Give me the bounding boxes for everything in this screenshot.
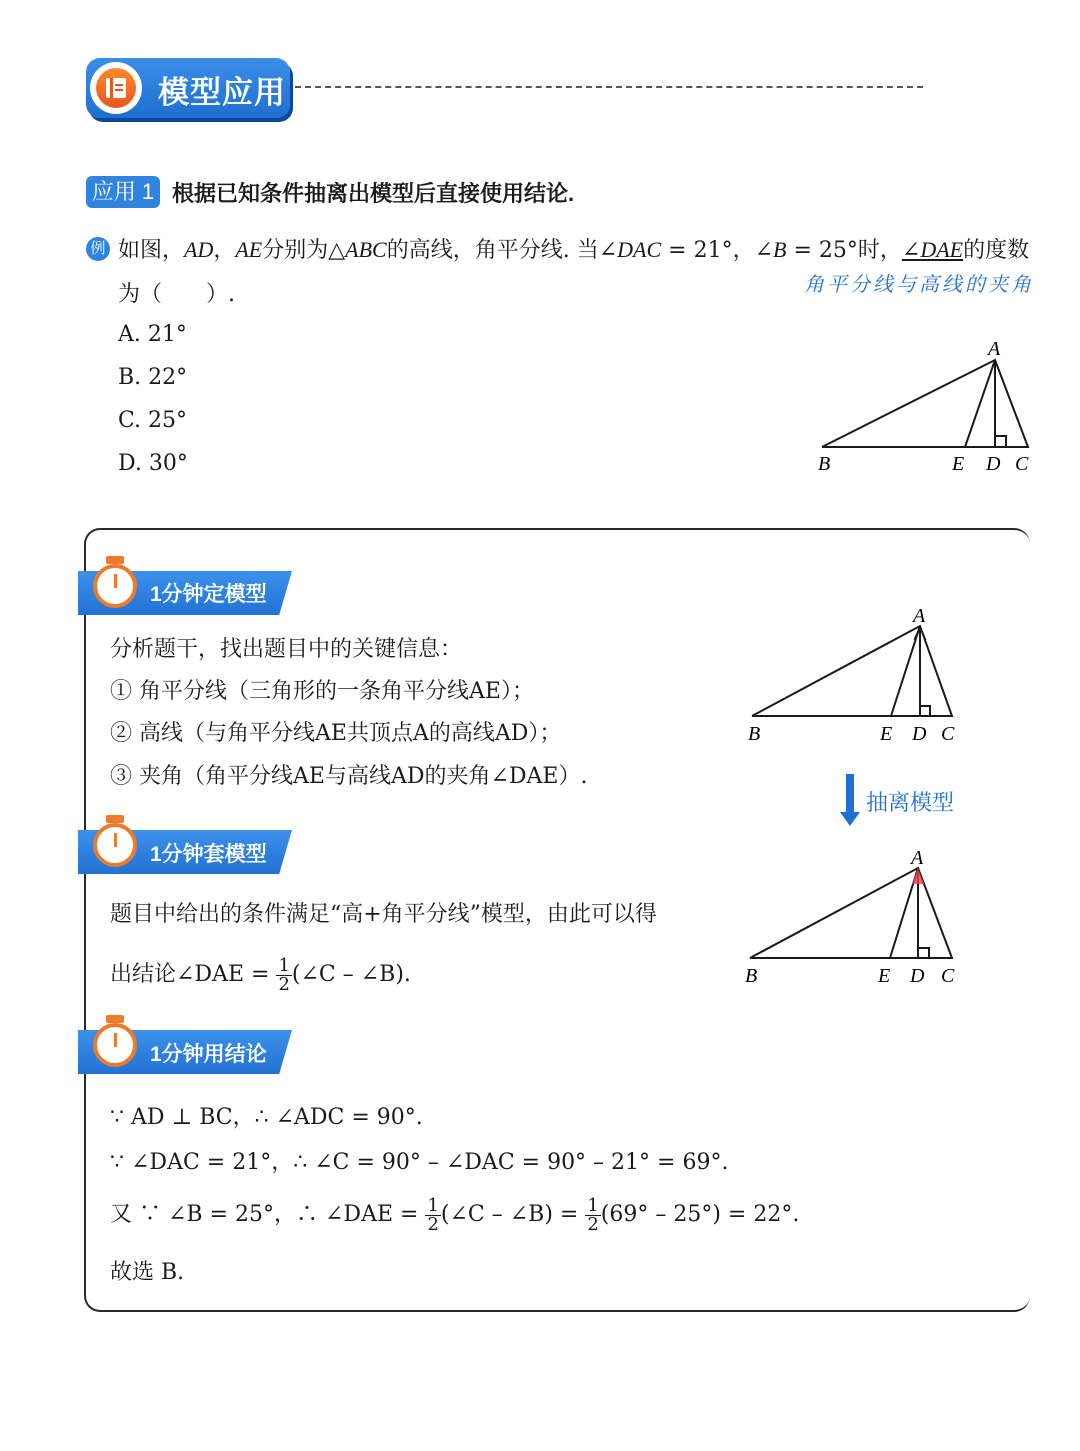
fraction-half: $\frac{1}{2}$ — [278, 954, 290, 995]
triangle-figure-3 — [740, 842, 970, 990]
option-d: D. 30° — [118, 451, 188, 476]
label-b: B — [748, 723, 761, 745]
analysis-item-3: ③ 夹角（角平分线AE与高线AD的夹角∠DAE）. — [110, 764, 588, 789]
solution-line-2: ∵ ∠DAC = 21°，∴ ∠C = 90° – ∠DAC = 90° – 21° = 69°. — [110, 1150, 729, 1175]
fraction-half: $\frac{1}{2}$ — [427, 1194, 439, 1235]
section-title-1: 1分钟定模型 — [150, 583, 267, 606]
option-c: C. 25° — [118, 408, 188, 433]
clock-top-1 — [106, 556, 124, 564]
label-a: A — [911, 847, 924, 869]
page-title: 模型应用 — [158, 75, 286, 110]
label-d: D — [910, 965, 925, 987]
arrow-head-icon — [840, 812, 860, 826]
book-glyph-icon — [104, 76, 128, 100]
fraction-half: $\frac{1}{2}$ — [587, 1194, 599, 1235]
section-title-3: 1分钟用结论 — [150, 1043, 267, 1066]
label-e: E — [880, 723, 893, 745]
option-a: A. 21° — [118, 322, 187, 347]
application-description: 根据已知条件抽离出模型后直接使用结论. — [172, 181, 575, 206]
apply-line-1: 题目中给出的条件满足“高+角平分线”模型，由此可以得 — [110, 902, 657, 927]
label-b: B — [745, 965, 758, 987]
solution-line-4: 故选 B. — [110, 1260, 185, 1285]
analysis-item-2: ② 高线（与角平分线AE共顶点A的高线AD）； — [110, 721, 562, 746]
solution-line-3: 又 ∵ ∠B = 25°，∴ ∠DAE = $\frac{1}{2}$ (∠C – ∠B) = $\frac{1}{2}$ (69° – 25°) = 22°. — [110, 1194, 800, 1235]
label-c: C — [941, 965, 955, 987]
label-d: D — [912, 723, 927, 745]
question-annotation: 角平分线与高线的夹角 — [804, 272, 1034, 296]
apply-line-2: 出结论∠DAE = $\frac{1}{2}$ (∠C – ∠B). — [110, 954, 411, 995]
clock-hand-3 — [114, 1033, 117, 1047]
label-e: E — [878, 965, 891, 987]
header-divider — [295, 86, 923, 88]
section-title-2: 1分钟套模型 — [150, 843, 267, 866]
question-line-1: 如图，AD，AE分别为△ABC的高线，角平分线. 当∠DAC = 21°，∠B = 25°时，∠DAE的度数 — [118, 237, 1030, 263]
label-c: C — [941, 723, 955, 745]
triangle-figure-2 — [740, 602, 970, 750]
extract-model-label: 抽离模型 — [866, 790, 955, 815]
arrow-down-icon — [846, 774, 854, 816]
label-d: D — [986, 453, 1001, 475]
label-a: A — [988, 338, 1001, 360]
label-c: C — [1015, 453, 1029, 475]
option-b: B. 22° — [118, 365, 188, 390]
example-badge: 例 — [86, 237, 110, 261]
clock-hand-2 — [114, 833, 117, 847]
clock-hand-1 — [114, 574, 117, 588]
triangle-figure-1 — [810, 335, 1040, 480]
application-tag: 应用 1 — [86, 176, 160, 208]
question-line-2: 为（ ）. — [118, 282, 235, 307]
label-b: B — [818, 453, 831, 475]
label-a: A — [913, 605, 926, 627]
clock-top-3 — [106, 1015, 124, 1023]
clock-top-2 — [106, 815, 124, 823]
solution-line-1: ∵ AD ⊥ BC，∴ ∠ADC = 90°. — [110, 1105, 423, 1130]
analysis-intro: 分析题干，找出题目中的关键信息： — [110, 637, 463, 662]
analysis-item-1: ① 角平分线（三角形的一条角平分线AE）； — [110, 679, 534, 704]
label-e: E — [952, 453, 965, 475]
